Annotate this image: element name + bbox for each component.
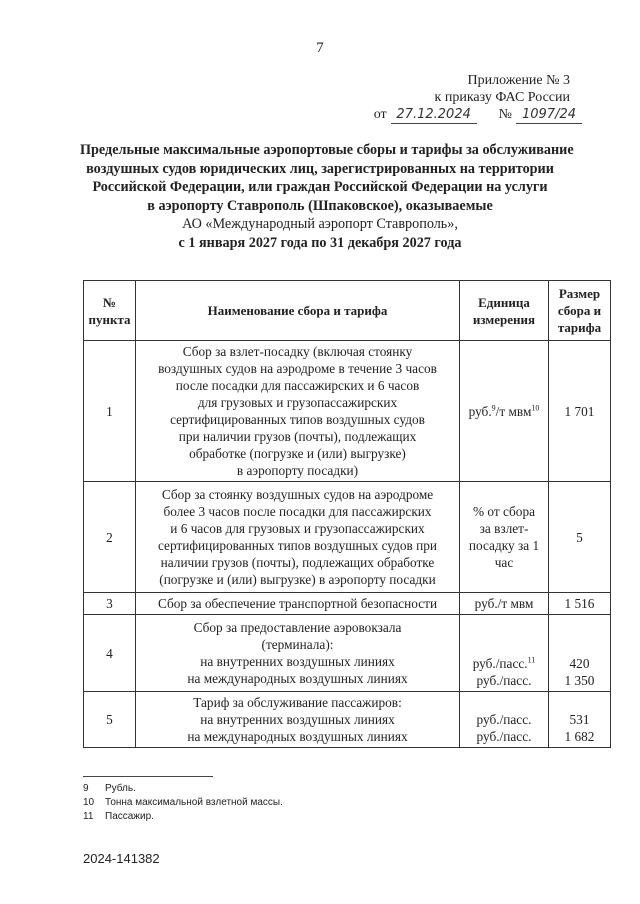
table-row: [84, 692, 611, 748]
annex-order-ref: к приказу ФАС России: [434, 90, 570, 105]
row-value: 1 516: [549, 593, 611, 615]
row-name: Сбор за взлет-посадку (включая стоянку воздушных судов на аэродроме в течение 3 часов после посадки для пассажирских и 6 часов для грузовых и грузопассажирских сертифицированных типов воздушных судов при наличии грузов (почты), подлежащих обработке (погрузке и (или) выгрузке) в аэропорту посадки): [136, 341, 460, 482]
footnote-text: Рубль.: [105, 783, 136, 794]
header-size: Размер сбора и тарифа: [549, 281, 611, 341]
row-unit: руб.$^9$/т мвм$^{10}$: [460, 341, 549, 482]
row-value: 5: [549, 482, 611, 593]
fees-table: [83, 280, 611, 748]
row-value: 1 701: [549, 341, 611, 482]
row-num: 2: [84, 482, 136, 593]
header-unit: Единица измерения: [460, 281, 549, 341]
row-num: 3: [84, 593, 136, 615]
document-title: [80, 141, 574, 252]
row-unit: руб./пасс. руб./пасс.: [460, 692, 549, 748]
order-number: 1097/24: [516, 106, 582, 124]
row-name: Тариф за обслуживание пассажиров: на внутренних воздушных линиях на международных воздушных линиях: [136, 692, 460, 748]
row-unit: руб./т мвм: [460, 593, 549, 615]
title-line: с 1 января 2027 года по 31 декабря 2027 года: [178, 234, 462, 251]
row-value: 420 1 350: [549, 615, 611, 692]
footnote-number: 10: [83, 797, 95, 808]
row-num: 4: [84, 615, 136, 692]
row-name: Сбор за предоставление аэровокзала (терминала): на внутренних воздушных линиях на международных воздушных линиях: [136, 615, 460, 692]
footnote: [83, 797, 283, 808]
table-row: [84, 615, 611, 692]
title-line: Российской Федерации, или граждан Российской Федерации на услуги: [92, 179, 548, 195]
footnote-number: 9: [83, 783, 89, 794]
footnote-text: Тонна максимальной взлетной массы.: [105, 797, 283, 808]
footnote: [83, 811, 154, 822]
footnote-number: 11: [83, 811, 94, 822]
annex-title: Приложение № 3: [467, 73, 570, 88]
order-date: 27.12.2024: [391, 106, 477, 124]
title-line: АО «Международный аэропорт Ставрополь»,: [182, 216, 458, 232]
row-name: Сбор за стоянку воздушных судов на аэродроме более 3 часов после посадки для пассажирских и 6 часов для грузовых и грузопассажирских сертифицированных типов воздушных судов при наличии грузов (почты), подлежащих обработке (погрузке и (или) выгрузке) в аэропорту посадки: [136, 482, 460, 593]
row-name: Сбор за обеспечение транспортной безопасности: [136, 593, 460, 615]
table-row: [84, 482, 611, 593]
date-prefix: от: [373, 107, 387, 122]
row-value: 531 1 682: [549, 692, 611, 748]
footnote: [83, 783, 136, 794]
header-num: № пункта: [84, 281, 136, 341]
table-row: [84, 341, 611, 482]
footnote-separator: [83, 776, 213, 777]
row-num: 5: [84, 692, 136, 748]
title-line: в аэропорту Ставрополь (Шпаковское), оказываемые: [147, 197, 493, 214]
title-line: воздушных судов юридических лиц, зарегистрированных на территории: [86, 160, 554, 177]
row-unit: % от сбора за взлет- посадку за 1 час: [460, 482, 549, 593]
title-line: Предельные максимальные аэропортовые сборы и тарифы за обслуживание: [80, 142, 574, 158]
page-number: 7: [316, 40, 324, 56]
table-header-row: [84, 281, 611, 341]
row-num: 1: [84, 341, 136, 482]
footnote-text: Пассажир.: [105, 811, 154, 822]
annex-date-line: [374, 106, 582, 124]
row-unit: руб./пасс.$^{11}$ руб./пасс.: [460, 615, 549, 692]
number-prefix: №: [498, 107, 512, 122]
table-row: [84, 593, 611, 615]
header-name: Наименование сбора и тарифа: [136, 281, 460, 341]
document-registration-number: 2024-141382: [83, 851, 160, 866]
